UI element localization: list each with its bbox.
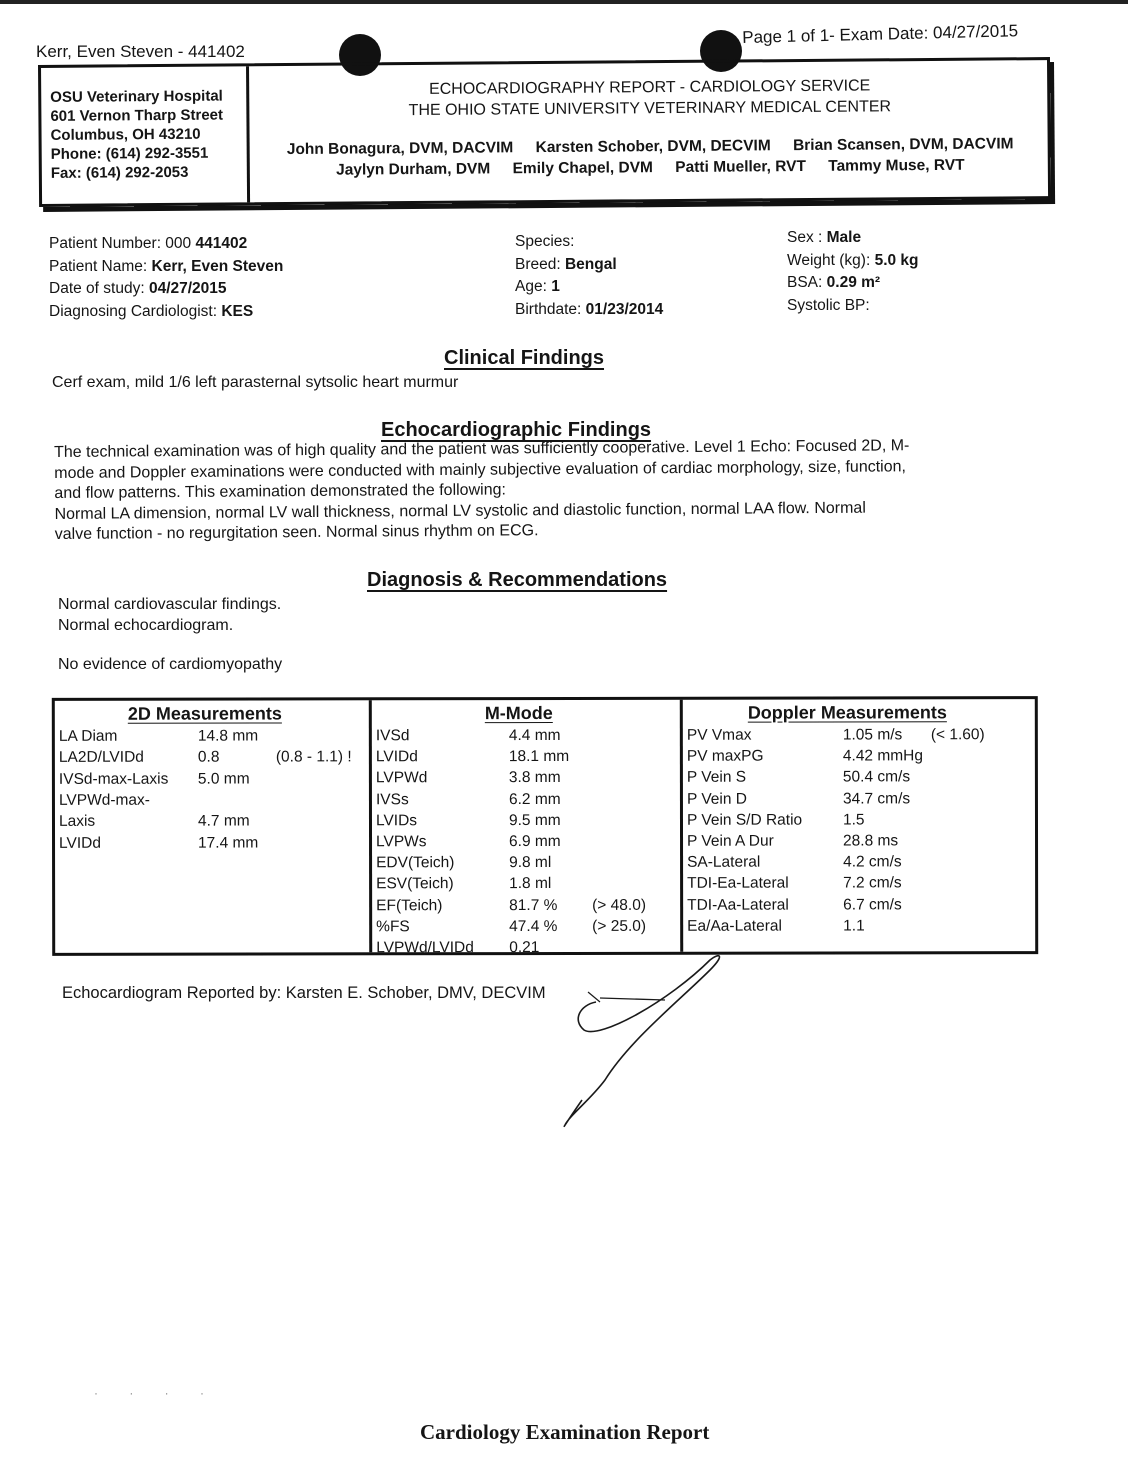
measurement-row	[683, 788, 1035, 810]
report-title: ECHOCARDIOGRAPHY REPORT - CARDIOLOGY SERVICE	[428, 77, 871, 98]
measurement-name: TDI-Ea-Lateral	[687, 874, 789, 893]
measurement-row	[372, 852, 680, 874]
staff-name: John Bonagura, DVM, DACVIM	[286, 139, 514, 159]
measurement-name: IVSd-max-Laxis	[58, 770, 169, 788]
measurement-name: PV Vmax	[686, 726, 752, 744]
staff-name: Karsten Schober, DVM, DECVIM	[535, 137, 771, 157]
measurement-name: LVIDs	[375, 812, 418, 830]
measurement-row	[683, 767, 1035, 789]
measurement-row	[372, 894, 680, 916]
measurement-row	[372, 831, 680, 853]
footer-title: Cardiology Examination Report	[420, 1420, 710, 1444]
measurement-name: EDV(Teich)	[376, 854, 455, 872]
page-exam-date-line: Page 1 of 1- Exam Date: 04/27/2015	[742, 21, 1019, 47]
measurements-table	[52, 696, 1038, 956]
measurement-name: Laxis	[58, 812, 96, 831]
measurement-name: LVPWd	[375, 769, 428, 787]
measurement-name: ESV(Teich)	[376, 875, 454, 893]
measurement-row	[55, 768, 369, 790]
measurement-value: 5.0 mm	[197, 770, 250, 788]
twod-heading: 2D Measurements	[127, 703, 282, 724]
measurement-row	[683, 724, 1035, 746]
measurement-value: 1.1	[843, 917, 865, 935]
measurement-value: 18.1 mm	[508, 748, 570, 766]
hospital-fax: Fax: (614) 292-2053	[50, 163, 189, 182]
measurement-row	[683, 830, 1035, 852]
diagnosis-heading: Diagnosis & Recommendations	[367, 569, 668, 591]
measurement-row	[372, 873, 680, 895]
measurement-name: P Vein D	[686, 790, 748, 808]
measurement-row	[683, 809, 1035, 831]
measurement-value: 0.21	[509, 939, 540, 957]
measurement-range: (> 48.0)	[592, 896, 647, 914]
weight: Weight (kg): 5.0 kg	[787, 251, 919, 269]
diagnosing-cardiologist: Diagnosing Cardiologist: KES	[49, 302, 254, 320]
mmode-heading: M-Mode	[484, 702, 553, 724]
patient-number: Patient Number: 000 441402	[49, 235, 248, 252]
measurement-name: EF(Teich)	[376, 896, 443, 914]
measurement-name: LVIDd	[59, 834, 101, 852]
age: Age: 1	[515, 278, 560, 295]
diagnosis-text	[58, 594, 282, 675]
measurement-name: IVSs	[375, 790, 409, 808]
measurement-name: P Vein S/D Ratio	[686, 811, 803, 829]
measurement-name: %FS	[376, 918, 410, 936]
measurement-row	[55, 810, 369, 832]
bsa: BSA: 0.29 m²	[787, 274, 881, 291]
measurement-value: 4.4 mm	[508, 726, 561, 745]
report-subtitle: THE OHIO STATE UNIVERSITY VETERINARY MEDICAL CENTER	[408, 98, 892, 120]
diagnosis-line: Normal echocardiogram.	[58, 617, 234, 634]
echo-findings-text	[54, 436, 910, 545]
diagnosis-line: Normal cardiovascular findings.	[58, 596, 282, 613]
measurement-range: (> 25.0)	[592, 917, 647, 935]
staff-name: Brian Scansen, DVM, DACVIM	[792, 135, 1014, 155]
hospital-city: Columbus, OH 43210	[50, 125, 201, 144]
patient-name: Patient Name: Kerr, Even Steven	[49, 257, 284, 275]
measurement-value: 0.8	[197, 748, 220, 766]
staff-name: Patti Mueller, RVT	[675, 157, 806, 176]
measurement-name: IVSd	[375, 727, 410, 745]
measurement-row	[55, 725, 369, 747]
measurement-row	[683, 915, 1035, 937]
measurement-name: P Vein A Dur	[687, 832, 774, 850]
echo-line: Normal LA dimension, normal LV wall thickness, normal LV systolic and diastolic function, normal LAA flow. Normal	[54, 499, 866, 523]
measurement-name: TDI-Aa-Lateral	[687, 896, 789, 914]
hospital-name: OSU Veterinary Hospital	[50, 87, 223, 106]
measurement-range: (0.8 - 1.1) !	[275, 748, 352, 766]
measurement-name: LA2D/LVIDd	[58, 748, 144, 767]
measurement-value: 4.7 mm	[197, 812, 250, 830]
measurement-row	[55, 789, 369, 811]
measurement-value: 6.2 mm	[508, 790, 561, 808]
measurement-value: 17.4 mm	[198, 834, 259, 852]
measurement-value: 47.4 %	[509, 917, 558, 935]
measurement-row	[372, 810, 680, 832]
patient-info-middle	[515, 231, 663, 321]
staff-name: Tammy Muse, RVT	[828, 156, 965, 175]
echo-findings-heading: Echocardiographic Findings	[381, 419, 652, 441]
measurement-value: 1.8 ml	[509, 875, 552, 893]
diagnosis-line: No evidence of cardiomyopathy	[58, 656, 283, 673]
patient-info-right	[787, 227, 919, 317]
measurement-name: LVPWs	[376, 833, 427, 851]
echo-line: valve function - no regurgitation seen. Normal sinus rhythm on ECG.	[54, 522, 539, 543]
measurement-row	[372, 916, 680, 938]
measurement-value: 6.7 cm/s	[843, 895, 902, 914]
measurement-row	[372, 725, 680, 747]
measurement-name: LVPWd-max-	[58, 791, 150, 809]
measurement-value: 4.2 cm/s	[843, 853, 902, 871]
measurement-row	[55, 747, 369, 769]
measurement-range: (< 1.60)	[930, 726, 985, 744]
measurement-row	[683, 873, 1035, 895]
breed: Breed: Bengal	[515, 255, 617, 273]
staff-name: Jaylyn Durham, DVM	[335, 160, 491, 179]
reported-by-line: Echocardiogram Reported by: Karsten E. Schober, DMV, DECVIM	[62, 984, 546, 1002]
echo-line: The technical examination was of high quality and the patient was sufficiently cooperative. Level 1 Echo: Focused 2D, M-	[54, 437, 910, 461]
measurement-row	[683, 745, 1035, 767]
study-date: Date of study: 04/27/2015	[49, 280, 227, 297]
measurement-value: 9.8 ml	[509, 854, 552, 872]
echo-line: mode and Doppler examinations were conducted with mainly subjective evaluation of cardiac morphology, size, function,	[54, 457, 906, 482]
measurement-row	[372, 788, 680, 810]
measurement-value: 50.4 cm/s	[842, 768, 911, 786]
measurement-row	[372, 767, 680, 789]
hospital-street: 601 Vernon Tharp Street	[50, 106, 224, 125]
measurement-value: 34.7 cm/s	[842, 789, 911, 808]
clinical-findings-text: Cerf exam, mild 1/6 left parasternal sytsolic heart murmur	[52, 374, 459, 391]
measurement-row	[683, 851, 1035, 873]
measurement-name: P Vein S	[686, 769, 747, 787]
measurement-value: 81.7 %	[509, 896, 558, 914]
patient-info-left	[49, 233, 283, 323]
measurement-row	[372, 746, 680, 768]
birthdate: Birthdate: 01/23/2014	[515, 300, 664, 318]
scan-top-edge	[0, 0, 1128, 4]
measurement-name: LVPWd/LVIDd	[376, 939, 474, 957]
measurement-row	[683, 894, 1035, 916]
measurement-name: LA Diam	[58, 727, 118, 745]
measurement-name: SA-Lateral	[687, 853, 761, 871]
hospital-address-block	[41, 66, 250, 204]
report-header-box	[38, 57, 1051, 207]
doppler-column	[683, 699, 1035, 952]
measurement-value: 14.8 mm	[197, 727, 259, 745]
measurement-value: 28.8 ms	[843, 832, 899, 850]
report-title-block	[252, 60, 1048, 202]
measurement-value: 1.5	[842, 811, 865, 829]
doppler-heading: Doppler Measurements	[747, 702, 947, 723]
measurement-value: 3.8 mm	[508, 769, 561, 787]
measurement-value: 9.5 mm	[508, 811, 561, 829]
measurement-row	[55, 832, 369, 854]
systolic-bp: Systolic BP:	[787, 296, 870, 314]
measurement-value: 1.05 m/s	[842, 726, 903, 744]
scan-specks: · · · ·	[94, 1386, 218, 1400]
measurement-value: 6.9 mm	[509, 832, 561, 851]
staff-name: Emily Chapel, DVM	[512, 159, 654, 178]
measurement-value: 4.42 mmHg	[842, 747, 924, 765]
measurement-name: Ea/Aa-Lateral	[687, 917, 782, 935]
mmode-column	[372, 700, 680, 957]
measurement-name: PV maxPG	[686, 747, 764, 765]
sex: Sex : Male	[787, 229, 862, 246]
echo-line: and flow patterns. This examination demonstrated the following:	[54, 481, 506, 502]
signature-scribble	[560, 950, 730, 1130]
species: Species:	[515, 233, 575, 250]
clinical-findings-heading: Clinical Findings	[444, 347, 605, 369]
hospital-phone: Phone: (614) 292-3551	[50, 144, 209, 163]
twod-measurements-column	[55, 700, 369, 953]
measurement-value: 7.2 cm/s	[843, 874, 902, 892]
measurement-name: LVIDd	[375, 748, 418, 766]
patient-header-line: Kerr, Even Steven - 441402	[36, 42, 245, 61]
